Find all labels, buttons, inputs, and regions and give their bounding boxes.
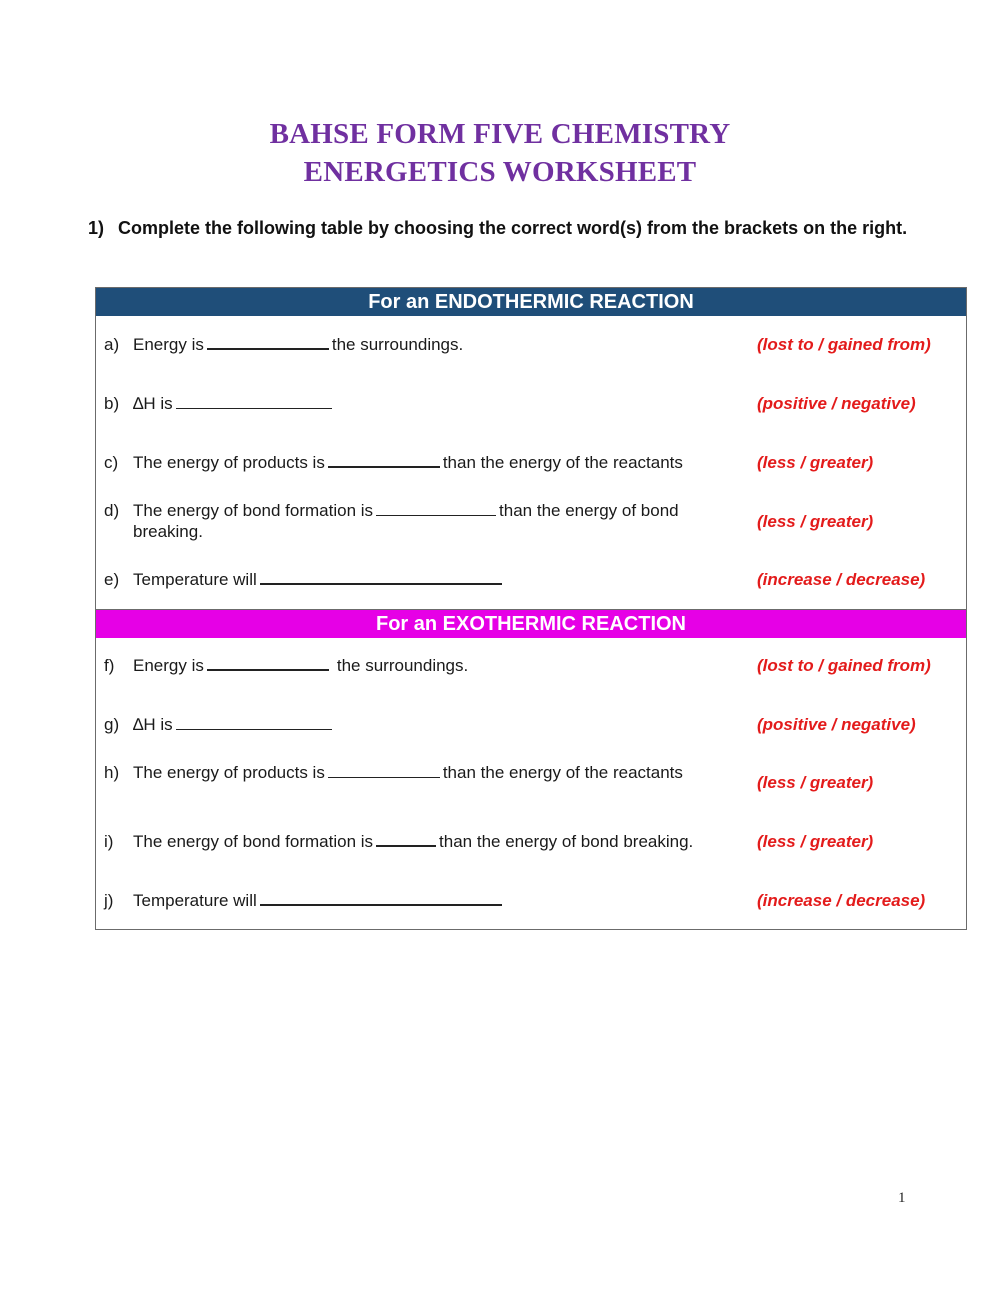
worksheet-title-line1: BAHSE FORM FIVE CHEMISTRY <box>269 118 731 150</box>
question-text: Complete the following table by choosing the correct word(s) from the brackets on the right. <box>118 218 908 238</box>
item-text-before: Temperature will <box>133 570 257 589</box>
item-text-before: Energy is <box>133 656 204 675</box>
item-text-after: the surroundings. <box>336 656 469 675</box>
item-letter: h) <box>104 763 120 782</box>
item-letter: d) <box>104 501 120 520</box>
item-text-after: than the energy of bond breaking. <box>439 832 694 851</box>
item-statement <box>133 500 733 542</box>
answer-blank[interactable] <box>260 569 502 585</box>
item-text-before: The energy of products is <box>133 763 325 782</box>
item-text-after: the surroundings. <box>331 335 464 354</box>
answer-blank[interactable] <box>328 763 440 778</box>
item-statement <box>133 452 723 473</box>
item-statement <box>133 714 723 735</box>
item-letter: e) <box>104 570 120 589</box>
answer-blank[interactable] <box>328 452 440 468</box>
answer-options: (positive / negative) <box>757 394 916 413</box>
item-statement <box>133 569 723 590</box>
answer-blank[interactable] <box>376 501 496 516</box>
item-letter: i) <box>104 832 114 851</box>
answer-options: (increase / decrease) <box>757 891 926 910</box>
answer-options: (less / greater) <box>757 773 874 792</box>
answer-options: (lost to / gained from) <box>757 335 931 354</box>
answer-blank[interactable] <box>207 334 329 350</box>
answer-options: (positive / negative) <box>757 715 916 734</box>
exothermic-heading: For an EXOTHERMIC REACTION <box>96 609 966 638</box>
answer-blank[interactable] <box>260 890 502 906</box>
item-text-after: than the energy of the reactants <box>442 453 683 472</box>
item-statement <box>133 890 723 911</box>
answer-options: (less / greater) <box>757 512 874 531</box>
item-letter: c) <box>104 453 119 472</box>
page-number: 1 <box>898 1190 906 1206</box>
answer-blank[interactable] <box>176 715 332 730</box>
answer-blank[interactable] <box>207 655 329 671</box>
item-letter: g) <box>104 715 120 734</box>
item-text-before: ∆H is <box>133 394 173 413</box>
item-text-before: The energy of bond formation is <box>133 832 374 851</box>
answer-options: (increase / decrease) <box>757 570 926 589</box>
answer-options: (lost to / gained from) <box>757 656 931 675</box>
item-statement <box>133 762 723 783</box>
item-letter: b) <box>104 394 120 413</box>
item-statement <box>133 393 723 414</box>
item-text-after: than the energy of bond breaking. <box>133 501 679 541</box>
item-letter: j) <box>104 891 114 910</box>
item-text-after: than the energy of the reactants <box>442 763 683 782</box>
answer-blank[interactable] <box>376 831 436 847</box>
item-statement <box>133 334 723 355</box>
item-text-before: Energy is <box>133 335 204 354</box>
item-letter: f) <box>104 656 115 675</box>
worksheet-title-line2: ENERGETICS WORKSHEET <box>303 156 697 188</box>
answer-blank[interactable] <box>176 394 332 409</box>
item-statement <box>133 831 753 852</box>
energetics-table <box>95 287 967 930</box>
item-text-before: The energy of bond formation is <box>133 501 374 520</box>
item-text-before: The energy of products is <box>133 453 325 472</box>
item-statement <box>133 655 723 676</box>
item-text-before: Temperature will <box>133 891 257 910</box>
question-number: 1) <box>88 218 105 238</box>
item-letter: a) <box>104 335 120 354</box>
endothermic-heading: For an ENDOTHERMIC REACTION <box>96 288 966 316</box>
answer-options: (less / greater) <box>757 832 874 851</box>
answer-options: (less / greater) <box>757 453 874 472</box>
item-text-before: ∆H is <box>133 715 173 734</box>
